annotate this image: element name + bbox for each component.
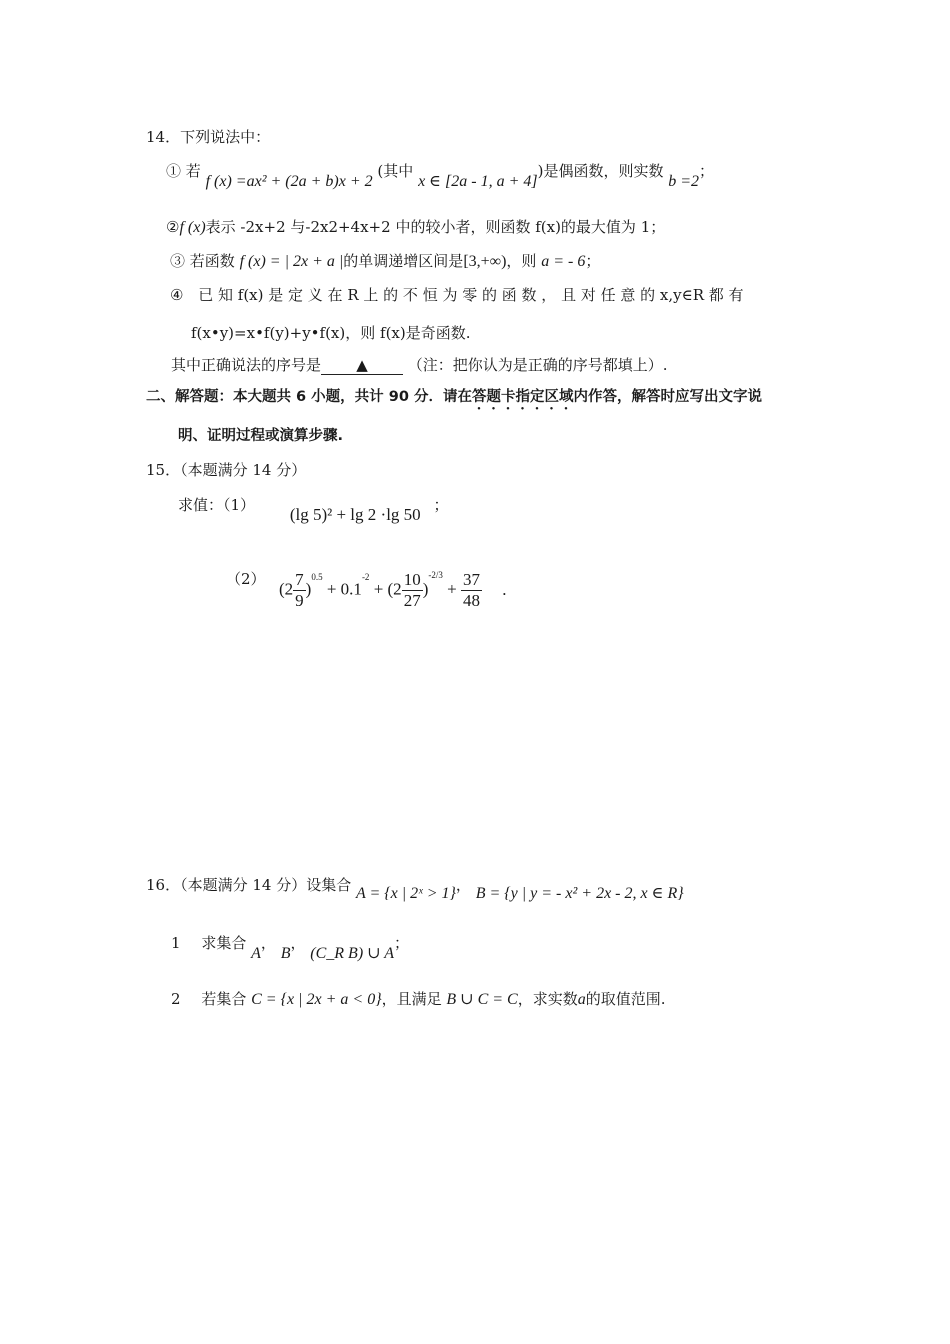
fraction-denominator: 48 xyxy=(462,591,480,611)
q14-item-1 xyxy=(166,160,715,190)
q14-item-3-function: f (x) = | 2x + a | xyxy=(239,253,344,270)
section-2-heading-part-c: 内作答，解答时应写出文字说 xyxy=(573,389,762,405)
q16-set-b: B = {y | y = - x² + 2x - 2, x ∈ R} xyxy=(475,885,684,902)
q14-item-1-pre: 若 xyxy=(185,162,201,180)
q16-part-2-condition: B ∪ C = C xyxy=(446,991,518,1008)
exponent-0-5: 0.5 xyxy=(311,572,323,582)
exponent-minus-two-thirds: -2/3 xyxy=(428,570,443,580)
q15-expr-plus: + xyxy=(447,579,457,599)
q14-item-1-condition: b =2 xyxy=(668,173,700,190)
q14-item-1-post: )是偶函数，则实数 xyxy=(537,162,664,180)
q14-answer-blank[interactable] xyxy=(321,356,403,375)
q15-part-1-label: 求值：（1） xyxy=(178,496,256,514)
exponent-minus-2: -2 xyxy=(361,572,370,582)
q15-part-2-expression xyxy=(279,563,506,612)
q16-part-1-set-b: B xyxy=(280,945,291,962)
q16-part-2-mid: ，且满足 xyxy=(381,990,442,1008)
q14-item-3-end: ； xyxy=(585,252,601,270)
q15-part-1-semicolon: ； xyxy=(433,496,449,514)
q14-item-3-interval: [3,+∞) xyxy=(463,253,507,270)
q16-part-2-end: 的取值范围. xyxy=(585,990,666,1008)
section-2-emphasized-region: 答题卡指定区域 xyxy=(471,389,574,405)
q14-item-1-paren: (其中 xyxy=(377,162,414,180)
fraction-numerator: 37 xyxy=(462,570,480,590)
q16-part-1-set-a: A xyxy=(251,945,261,962)
q14-item-2 xyxy=(166,216,665,239)
fraction-37-48 xyxy=(461,570,482,611)
q16-part-2-variable-a: a xyxy=(577,991,586,1008)
q16-part-1-expression: (C_R B) ∪ A xyxy=(310,945,395,962)
q16-header: 16．（本题满分 14 分）设集合 xyxy=(146,876,352,894)
q15-part-1-expression: (lg 5)² + lg 2 ·lg 50 xyxy=(289,505,421,524)
fraction-numerator: 7 xyxy=(295,570,304,590)
q15-expr-period: . xyxy=(502,579,507,599)
q16-part-1-end: ； xyxy=(394,934,410,952)
q14-item-4 xyxy=(170,284,744,306)
q16-part-2-set-c: C = {x | 2x + a < 0} xyxy=(251,991,382,1008)
q14-item-3-mark: ③ xyxy=(170,252,186,270)
q16-part-1-comma-1: ， xyxy=(260,934,276,952)
fraction-numerator: 10 xyxy=(403,570,421,590)
q14-answer-prefix: 其中正确说法的序号是 xyxy=(171,356,322,374)
q14-item-3 xyxy=(170,250,600,273)
q14-item-4-mark: ④ xyxy=(170,286,184,304)
q16-comma: ， xyxy=(455,876,471,894)
q14-item-3-pre: 若函数 xyxy=(189,252,235,270)
q14-item-1-domain: x ∈ [2a - 1, a + 4] xyxy=(418,173,538,190)
section-2-heading xyxy=(146,386,762,413)
fraction-denominator: 9 xyxy=(295,591,304,611)
q14-item-1-function: f (x) =ax² + (2a + b)x + 2 xyxy=(205,173,373,190)
q16-part-2 xyxy=(171,988,666,1011)
q16-part-2-mid-2: ，求实数 xyxy=(517,990,578,1008)
q14-answer-note: （注：把你认为是正确的序号都填上）. xyxy=(407,356,668,374)
q16-part-2-number: 2 xyxy=(171,990,181,1008)
q16-part-1-comma-2: ， xyxy=(290,934,306,952)
q16-set-a: A = {x | 2ˣ > 1} xyxy=(356,885,456,902)
triangle-icon: ▲ xyxy=(356,356,368,374)
section-2-heading-line-2: 明、证明过程或演算步骤. xyxy=(178,428,344,444)
q15-expr-open: (2 xyxy=(279,579,294,599)
q14-item-4-continued: f(x•y)=x•f(y)+y•f(x)，则 f(x)是奇函数. xyxy=(191,324,471,342)
q15-expr-term-3-close: ) xyxy=(422,579,429,599)
q14-item-2-text: 表示 -2x+2 与-2x2+4x+2 中的较小者，则函数 f(x)的最大值为 1； xyxy=(205,218,666,236)
q14-item-3-value: a = - 6 xyxy=(541,253,586,270)
q16-part-1 xyxy=(171,932,410,962)
q14-item-4-text: 已 知 f(x) 是 定 义 在 R 上 的 不 恒 为 零 的 函 数 ， 且 对 任 意 的 x,y∈R 都 有 xyxy=(198,286,744,304)
q14-item-2-mark: ② xyxy=(166,218,180,236)
fraction-10-27 xyxy=(402,570,423,611)
q16-part-1-text: 求集合 xyxy=(201,934,247,952)
fraction-denominator: 27 xyxy=(403,591,421,611)
q14-answer-line xyxy=(171,354,668,376)
q15-expr-term-2: + 0.1 xyxy=(326,579,362,599)
fraction-7-9 xyxy=(293,570,306,611)
q16-part-1-number: 1 xyxy=(171,934,181,952)
q14-item-1-mark: ① xyxy=(166,162,182,180)
q15-header: 15．（本题满分 14 分） xyxy=(146,461,307,479)
q15-part-1 xyxy=(178,494,449,524)
q14-item-2-function: f (x) xyxy=(179,219,206,236)
q14-item-3-then: ，则 xyxy=(506,252,537,270)
q15-expr-term-3-open: + (2 xyxy=(373,579,402,599)
q14-item-3-mid: 的单调递增区间是 xyxy=(343,252,464,270)
q14-header: 14．下列说法中： xyxy=(146,128,271,146)
q16-part-2-text: 若集合 xyxy=(201,990,247,1008)
q16-header-line xyxy=(146,874,684,902)
q15-part-2-label: （2） xyxy=(226,570,266,588)
q14-item-1-end: ； xyxy=(699,162,715,180)
section-2-heading-part-a: 二、解答题：本大题共 6 小题，共计 90 分．请在 xyxy=(146,389,472,405)
q15-expr-close: ) xyxy=(305,579,312,599)
